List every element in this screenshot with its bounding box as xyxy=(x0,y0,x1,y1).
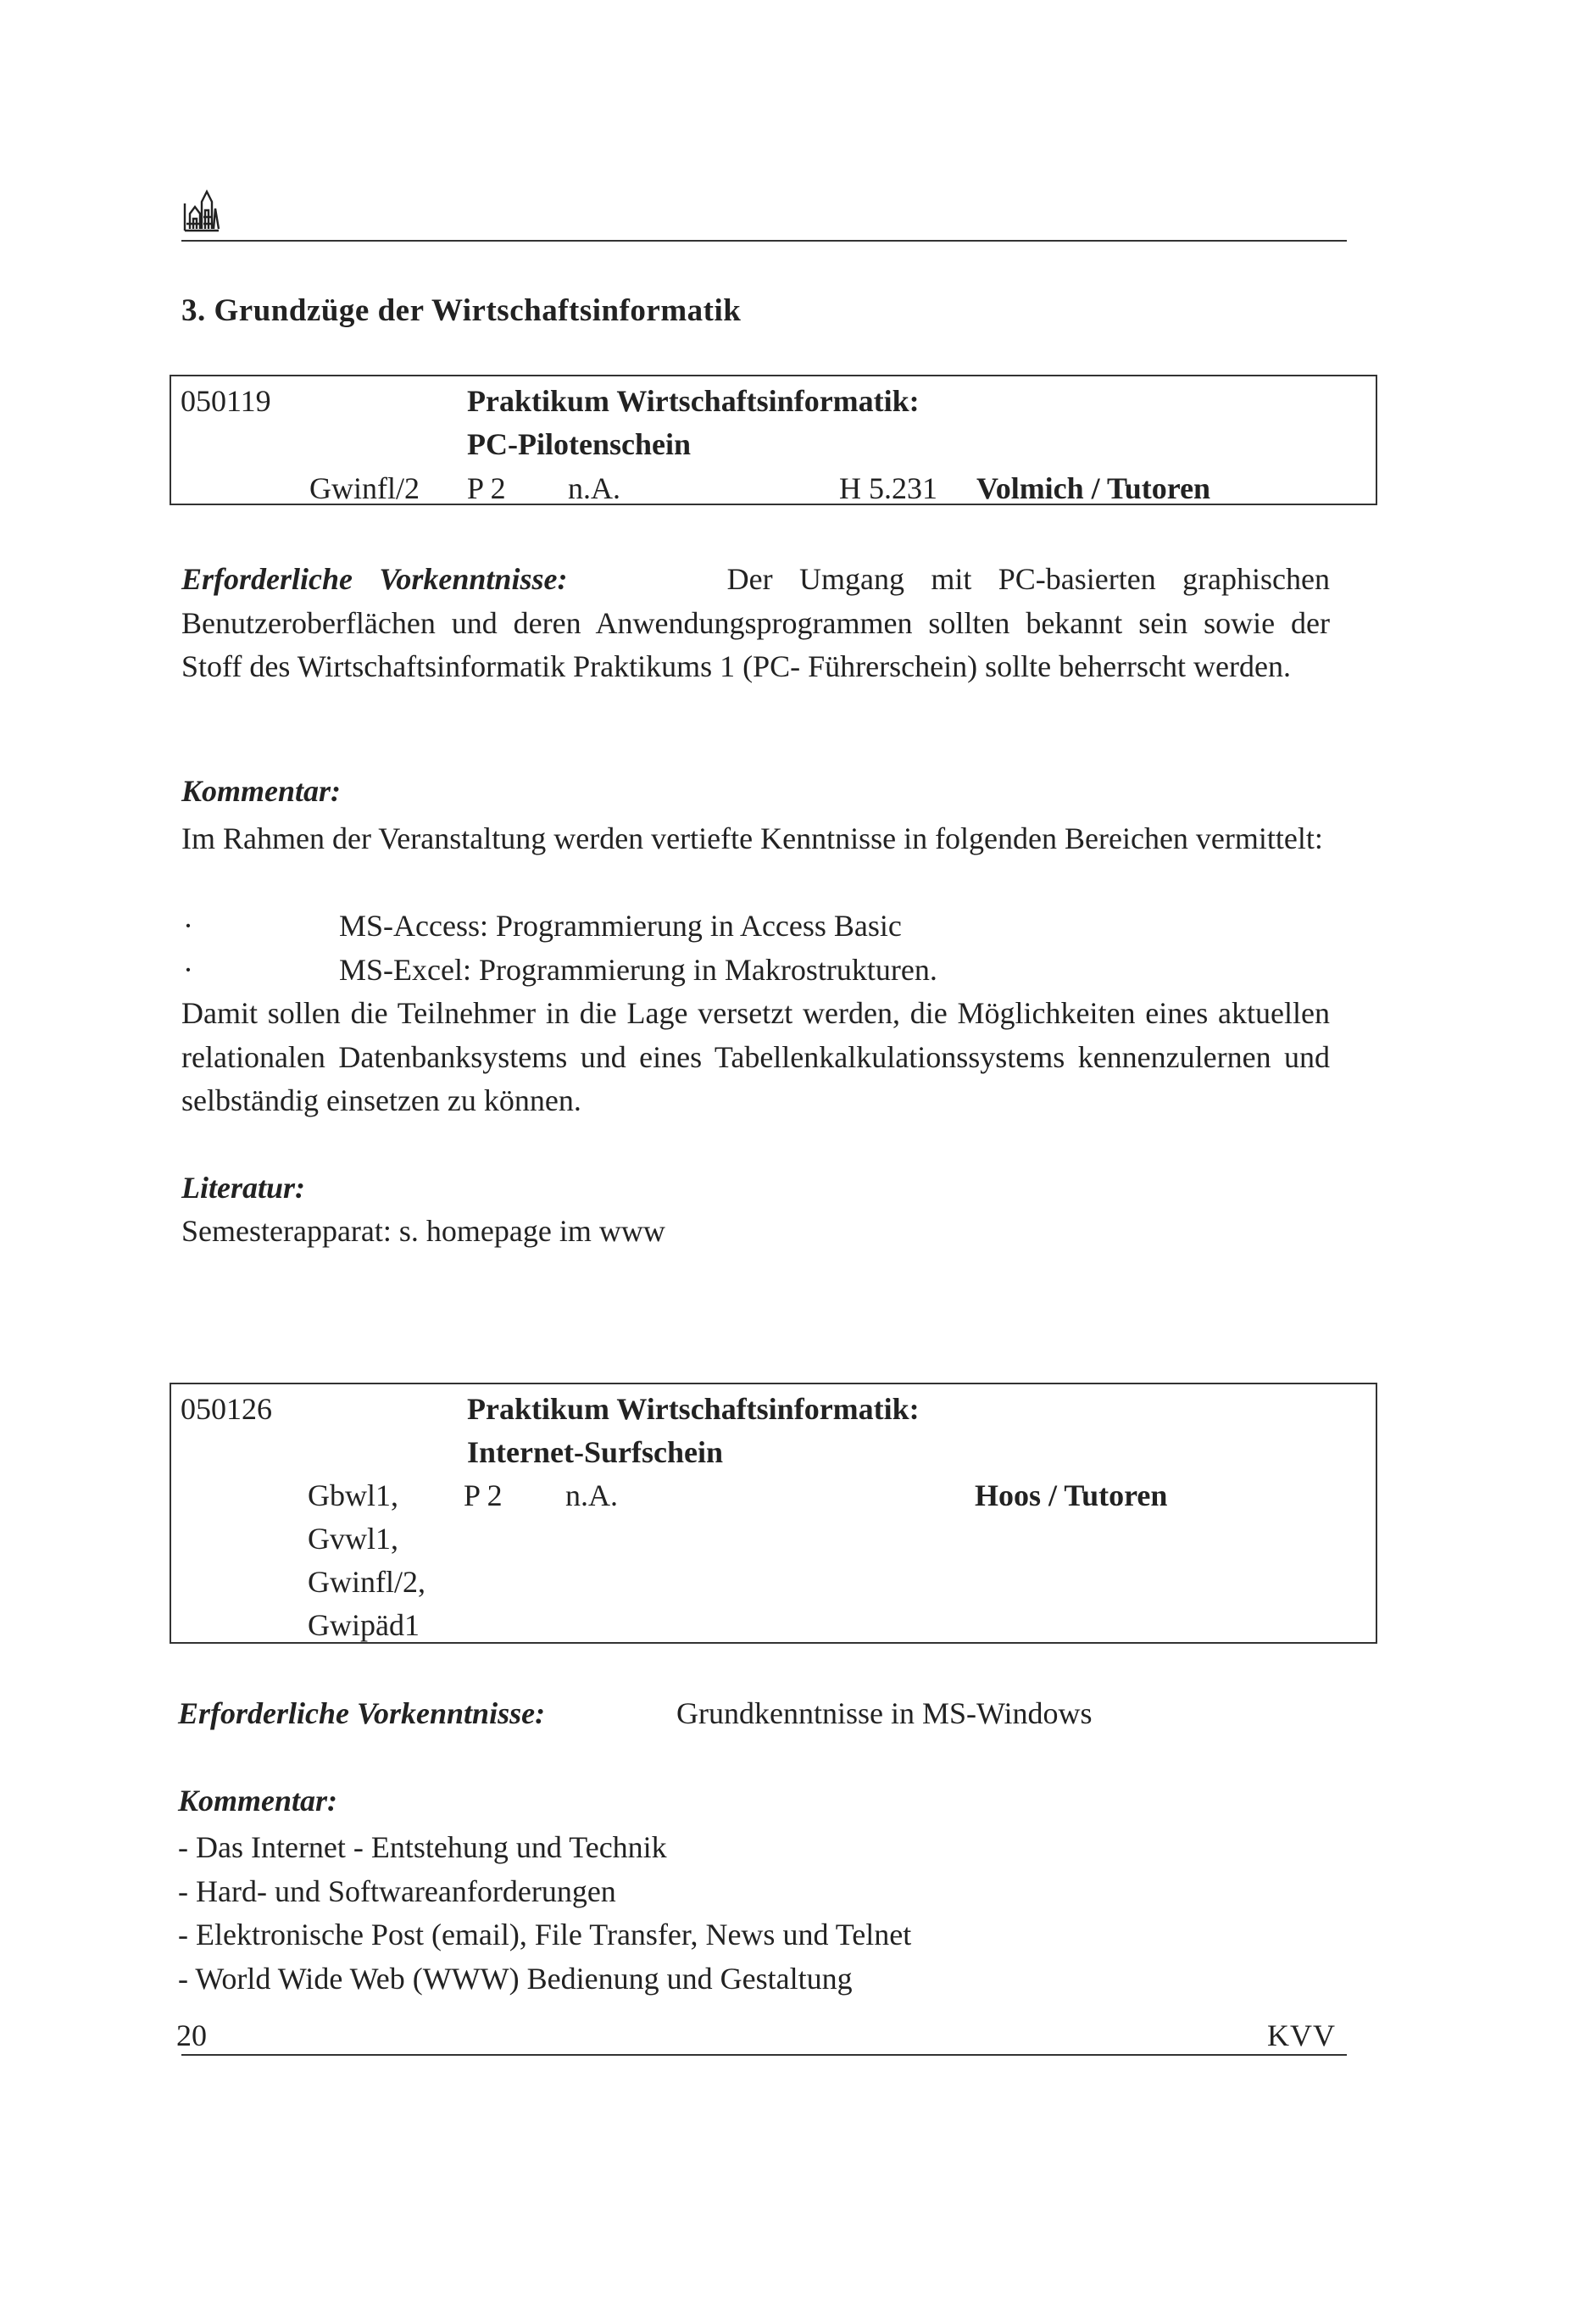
comment-bullet-list xyxy=(181,905,1330,992)
course-title-line2: Internet-Surfschein xyxy=(467,1435,723,1469)
course-room: H 5.231 xyxy=(839,471,937,505)
course-time: n.A. xyxy=(565,1478,618,1512)
list-item: - Elektronische Post (email), File Transfer, News und Telnet xyxy=(178,1918,912,1951)
course-type: P 2 xyxy=(467,471,506,505)
course-target-group: Gwipäd1 xyxy=(308,1608,420,1642)
literature-label: Literatur: xyxy=(181,1171,306,1205)
comment-label: Kommentar: xyxy=(178,1784,338,1818)
prerequisites-label: Erforderliche Vorkenntnisse: xyxy=(181,562,568,596)
footer-rule xyxy=(181,2054,1347,2056)
course-target-group: Gwinfl/2, xyxy=(308,1565,425,1599)
prerequisites-paragraph xyxy=(181,558,1330,689)
course-title-line1: Praktikum Wirtschaftsinformatik: xyxy=(467,1392,920,1426)
comment-outro: Damit sollen die Teilnehmer in die Lage versetzt werden, die Möglichkeiten eines aktuellen relationalen Datenbanksystems und eines Tabellenkalkulationssystems kennenzulernen und selbständig einsetzen zu können. xyxy=(181,996,1330,1117)
course-number: 050119 xyxy=(181,384,271,418)
list-item-text: MS-Excel: Programmierung in Makrostrukturen. xyxy=(339,952,937,987)
list-item: - World Wide Web (WWW) Bedienung und Gestaltung xyxy=(178,1961,853,1996)
list-item: · MS-Access: Programmierung in Access Basic xyxy=(183,909,902,943)
literature-text: Semesterapparat: s. homepage im www xyxy=(181,1214,665,1248)
prerequisites-label: Erforderliche Vorkenntnisse: xyxy=(178,1696,546,1730)
footer-label: KVV xyxy=(1267,2018,1336,2052)
list-item: · MS-Excel: Programmierung in Makrostrukturen. xyxy=(183,952,937,987)
prerequisites-text: Grundkenntnisse in MS-Windows xyxy=(676,1696,1093,1730)
course-title-line2: PC-Pilotenschein xyxy=(467,427,691,461)
course-target-group: Gvwl1, xyxy=(308,1522,398,1556)
course-target-group: Gwinfl/2 xyxy=(309,471,420,505)
comment-label: Kommentar: xyxy=(181,774,342,808)
course-time: n.A. xyxy=(568,471,620,505)
institute-logo-icon xyxy=(181,185,222,232)
prerequisites-text: Der Umgang mit PC-basierten graphischen Benutzeroberflächen und deren Anwendungsprogrammen sollten bekannt sein sowie der Stoff des Wirtschaftsinformatik Praktikums 1 (PC- Führerschein) sollte beherrscht werden. xyxy=(181,562,1331,683)
list-item-text: MS-Access: Programmierung in Access Basic xyxy=(339,909,902,943)
page-number: 20 xyxy=(176,2018,207,2052)
list-item: - Das Internet - Entstehung und Technik xyxy=(178,1830,667,1864)
course-type: P 2 xyxy=(464,1478,503,1512)
header-rule xyxy=(181,240,1347,242)
course-number: 050126 xyxy=(181,1392,272,1426)
course-lecturer: Volmich / Tutoren xyxy=(976,471,1211,505)
comment-dash-list xyxy=(178,1826,911,2001)
comment-intro: Im Rahmen der Veranstaltung werden vertiefte Kenntnisse in folgenden Bereichen vermittelt: xyxy=(181,821,1323,855)
course-target-group: Gbwl1, xyxy=(308,1478,398,1512)
course-title-line1: Praktikum Wirtschaftsinformatik: xyxy=(467,384,920,418)
list-item: - Hard- und Softwareanforderungen xyxy=(178,1873,616,1908)
section-title: 3. Grundzüge der Wirtschaftsinformatik xyxy=(181,293,742,328)
course-lecturer: Hoos / Tutoren xyxy=(975,1478,1168,1512)
